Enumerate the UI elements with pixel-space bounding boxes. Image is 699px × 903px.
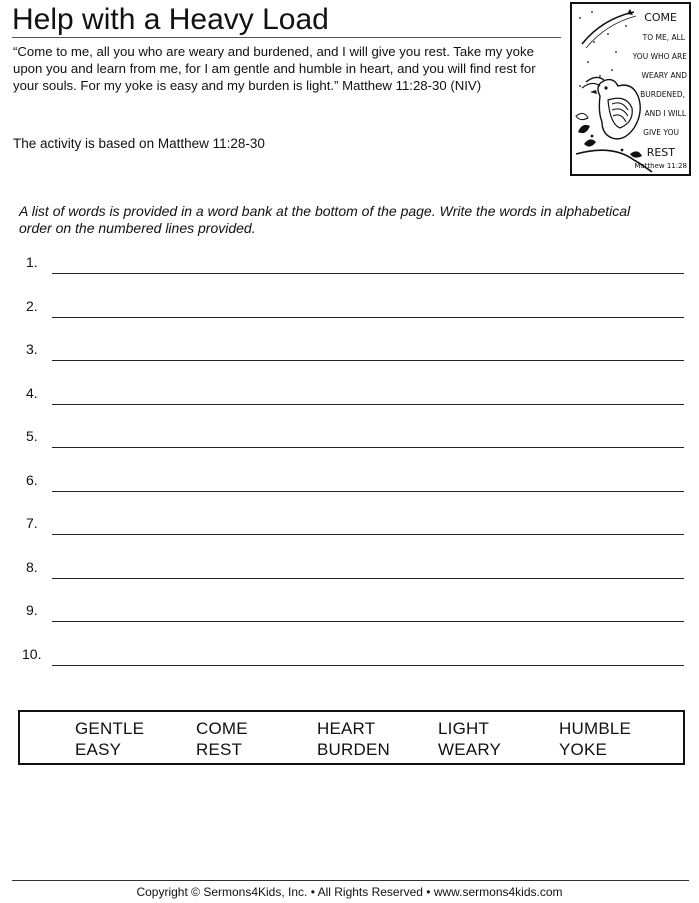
- line-number: 6.: [26, 472, 38, 488]
- card-word-rest: REST: [646, 146, 675, 159]
- card-line: AND I WILL: [644, 109, 686, 118]
- line-number: 4.: [26, 385, 38, 401]
- footer-divider: [12, 880, 689, 881]
- answer-line[interactable]: [52, 317, 684, 318]
- line-number: 2.: [26, 298, 38, 314]
- card-reference: Matthew 11:28: [634, 162, 687, 170]
- card-line: WEARY AND: [641, 71, 687, 80]
- answer-row[interactable]: [0, 244, 699, 274]
- answer-row[interactable]: [0, 549, 699, 579]
- word-bank-item: HEART: [317, 719, 376, 738]
- line-number: 9.: [26, 602, 38, 618]
- word-bank-item: COME: [196, 719, 248, 738]
- answer-row[interactable]: [0, 592, 699, 622]
- line-number: 1.: [26, 254, 38, 270]
- answer-line[interactable]: [52, 578, 684, 579]
- answer-line[interactable]: [52, 621, 684, 622]
- word-bank-item: EASY: [75, 740, 122, 759]
- activity-instructions: A list of words is provided in a word bank at the bottom of the page. Write the words in alphabetical order on the numbered lines provided.: [19, 203, 631, 236]
- answer-row[interactable]: [0, 462, 699, 492]
- line-number: 3.: [26, 341, 38, 357]
- card-line: TO ME, ALL: [642, 33, 685, 42]
- line-number: 8.: [26, 559, 38, 575]
- answer-line[interactable]: [52, 534, 684, 535]
- line-number: 10.: [22, 646, 42, 662]
- copyright-footer: Copyright © Sermons4Kids, Inc. • All Rights Reserved • www.sermons4kids.com: [136, 885, 563, 899]
- answer-row[interactable]: [0, 418, 699, 448]
- answer-row[interactable]: [0, 636, 699, 666]
- card-line: YOU WHO ARE: [632, 52, 687, 61]
- answer-line[interactable]: [52, 273, 684, 274]
- answer-line[interactable]: [52, 447, 684, 448]
- page-title: Help with a Heavy Load: [12, 3, 329, 36]
- answer-row[interactable]: [0, 288, 699, 318]
- answer-row[interactable]: [0, 331, 699, 361]
- answer-line[interactable]: [52, 665, 684, 666]
- word-bank-item: HUMBLE: [559, 719, 632, 738]
- answer-line[interactable]: [52, 360, 684, 361]
- answer-row[interactable]: [0, 375, 699, 405]
- word-bank-item: GENTLE: [75, 719, 145, 738]
- word-bank-item: LIGHT: [438, 719, 490, 738]
- line-number: 7.: [26, 515, 38, 531]
- card-word-come: COME: [644, 11, 677, 24]
- answer-line[interactable]: [52, 491, 684, 492]
- word-bank: [18, 710, 685, 765]
- word-bank-item: REST: [196, 740, 243, 759]
- answer-row[interactable]: [0, 505, 699, 535]
- card-line: BURDENED,: [640, 90, 685, 99]
- answer-line[interactable]: [52, 404, 684, 405]
- scripture-reference-note: The activity is based on Matthew 11:28-30: [13, 136, 265, 151]
- word-bank-item: YOKE: [559, 740, 608, 759]
- word-bank-item: BURDEN: [317, 740, 390, 759]
- card-line: GIVE YOU: [643, 128, 679, 137]
- bible-verse: “Come to me, all you who are weary and burdened, and I will give you rest. Take my yoke upon you and learn from me, for I am gentle and humble in heart, and you will find rest for your souls. For my yoke is easy and my burden is light.” Matthew 11:28-30 (NIV): [13, 44, 536, 93]
- line-number: 5.: [26, 428, 38, 444]
- word-bank-item: WEARY: [438, 740, 502, 759]
